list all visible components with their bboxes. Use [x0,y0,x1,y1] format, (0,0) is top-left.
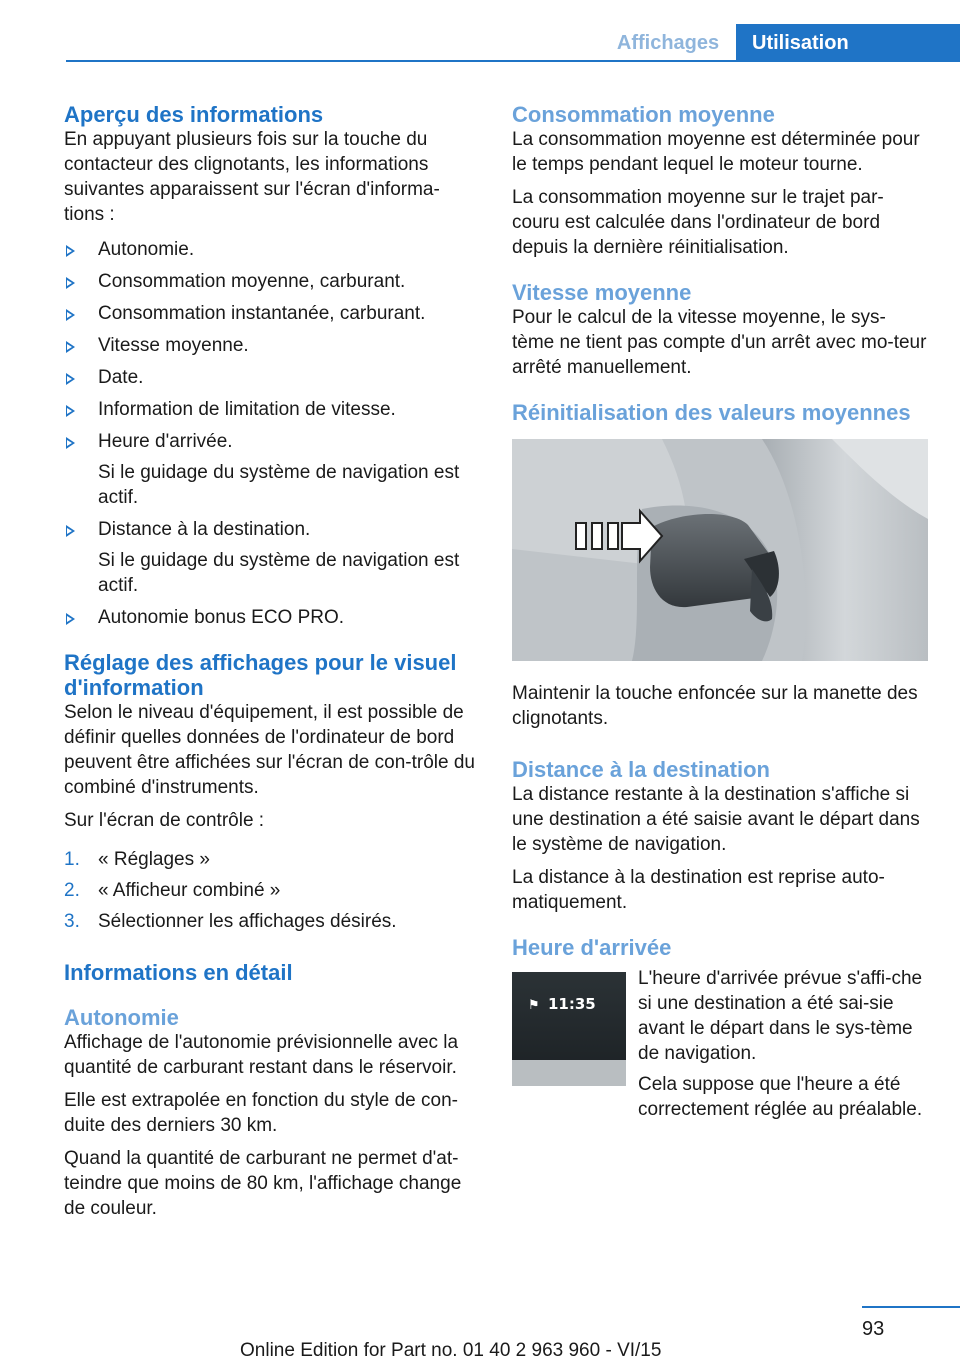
triangle-bullet-icon [66,405,75,417]
list-item-text: Consommation moyenne, carburant. [98,271,406,292]
turn-signal-lever-photo [512,439,928,661]
triangle-bullet-icon [66,613,75,625]
step-item [64,847,478,872]
triangle-bullet-icon [66,277,75,289]
triangle-bullet-icon [66,373,75,385]
arrival-time-display [512,972,626,1086]
paragraph-arrivee: L'heure d'arrivée prévue s'affi‐che si une destination a été sai‐sie avant le départ dans le sys‐tème de navigation. [638,968,923,1064]
heading-vitesse-moyenne: Vitesse moyenne [512,280,692,305]
paragraph-reglage: Selon le niveau d'équipement, il est possible de définir quelles données de l'ordinateur de bord peuvent être affichées sur l'écran de con‐trôle du combiné d'instruments. [64,702,475,798]
heading-reinitialisation: Réinitialisation des valeurs moyennes [512,400,911,425]
list-item [64,517,478,598]
step-text: « Réglages » [98,849,210,870]
list-item-subtext: Si le guidage du système de navigation est actif. [98,462,460,508]
list-item-text: Heure d'arrivée. [98,431,233,452]
list-item-text: Date. [98,367,144,388]
lever-illustration [512,439,928,661]
paragraph-intro: En appuyant plusieurs fois sur la touche du contacteur des clignotants, les informations suivantes apparaissent sur l'écran d'informa‐tions : [64,129,440,225]
page-number-rule [862,1306,960,1308]
triangle-bullet-icon [66,245,75,257]
page-number: 93 [862,1318,885,1340]
list-item [64,237,478,262]
heading-reglage: Réglage des affichages pour le visuel d'information [64,650,457,700]
paragraph-distance-2: La distance à la destination est reprise auto‐matiquement. [512,867,885,913]
step-item [64,909,478,934]
list-item [64,269,478,294]
list-item-text: Distance à la destination. [98,519,311,540]
tab-affichages[interactable]: Affichages [616,32,720,54]
list-item-text: Consommation instantanée, carburant. [98,303,426,324]
left-column [64,102,478,1221]
display-bezel [512,1060,626,1086]
paragraph-consommation-2: La consommation moyenne sur le trajet par‐couru est calculée dans l'ordinateur de bord depuis la dernière réinitialisation. [512,187,884,258]
arrival-clock-value: 11:35 [548,995,596,1013]
paragraph-extrapolee: Elle est extrapolée en fonction du style de con‐duite des derniers 30 km. [64,1090,458,1136]
tab-utilisation[interactable]: Utilisation [736,24,960,62]
heading-heure-arrivee: Heure d'arrivée [512,935,672,960]
paragraph-consommation-1: La consommation moyenne est déterminée pour le temps pendant lequel le moteur tourne. [512,129,920,175]
triangle-bullet-icon [66,525,75,537]
list-item [64,397,478,422]
paragraph-heure-reglee: Cela suppose que l'heure a été correctement réglée au préalable. [638,1074,923,1120]
triangle-bullet-icon [66,437,75,449]
list-item [64,301,478,326]
step-number: 3. [64,911,80,932]
list-item [64,333,478,358]
right-column [512,102,928,1122]
heading-consommation-moyenne: Consommation moyenne [512,102,775,127]
header-rule [66,60,960,62]
list-item [64,429,478,510]
heading-distance-destination: Distance à la destination [512,757,770,782]
step-number: 2. [64,880,80,901]
paragraph-autonomie: Affichage de l'autonomie prévisionnelle avec la quantité de carburant restant dans le réservoir. [64,1032,459,1078]
list-item-text: Vitesse moyenne. [98,335,249,356]
list-item-text: Autonomie. [98,239,195,260]
info-list [64,237,478,630]
step-text: Sélectionner les affichages désirés. [98,911,397,932]
triangle-bullet-icon [66,309,75,321]
triangle-bullet-icon [66,341,75,353]
heading-informations-detail: Informations en détail [64,960,293,985]
list-item [64,365,478,390]
step-number: 1. [64,849,80,870]
photo-caption: Maintenir la touche enfoncée sur la manette des clignotants. [512,683,918,729]
list-item-subtext: Si le guidage du système de navigation est actif. [98,550,460,596]
arrival-section [512,966,928,1122]
step-text: « Afficheur combiné » [98,880,281,901]
heading-autonomie: Autonomie [64,1005,179,1030]
list-item-text: Autonomie bonus ECO PRO. [98,607,345,628]
paragraph-ecran: Sur l'écran de contrôle : [64,810,265,831]
list-item-text: Information de limitation de vitesse. [98,399,396,420]
paragraph-quantite: Quand la quantité de carburant ne permet d'at‐teindre que moins de 80 km, l'affichage change de couleur. [64,1148,462,1219]
paragraph-vitesse: Pour le calcul de la vitesse moyenne, le sys‐tème ne tient pas compte d'un arrêt avec mo‐teur arrêté manuellement. [512,307,927,378]
heading-apercu: Aperçu des informations [64,102,324,127]
list-item [64,605,478,630]
edition-footer: Online Edition for Part no. 01 40 2 963 960 - VI/15 [240,1340,662,1361]
paragraph-distance-1: La distance restante à la destination s'affiche si une destination a été saisie avant le départ dans le système de navigation. [512,784,920,855]
steps-list [64,847,478,934]
step-item [64,878,478,903]
destination-flag-icon: ⚑ [528,997,540,1012]
